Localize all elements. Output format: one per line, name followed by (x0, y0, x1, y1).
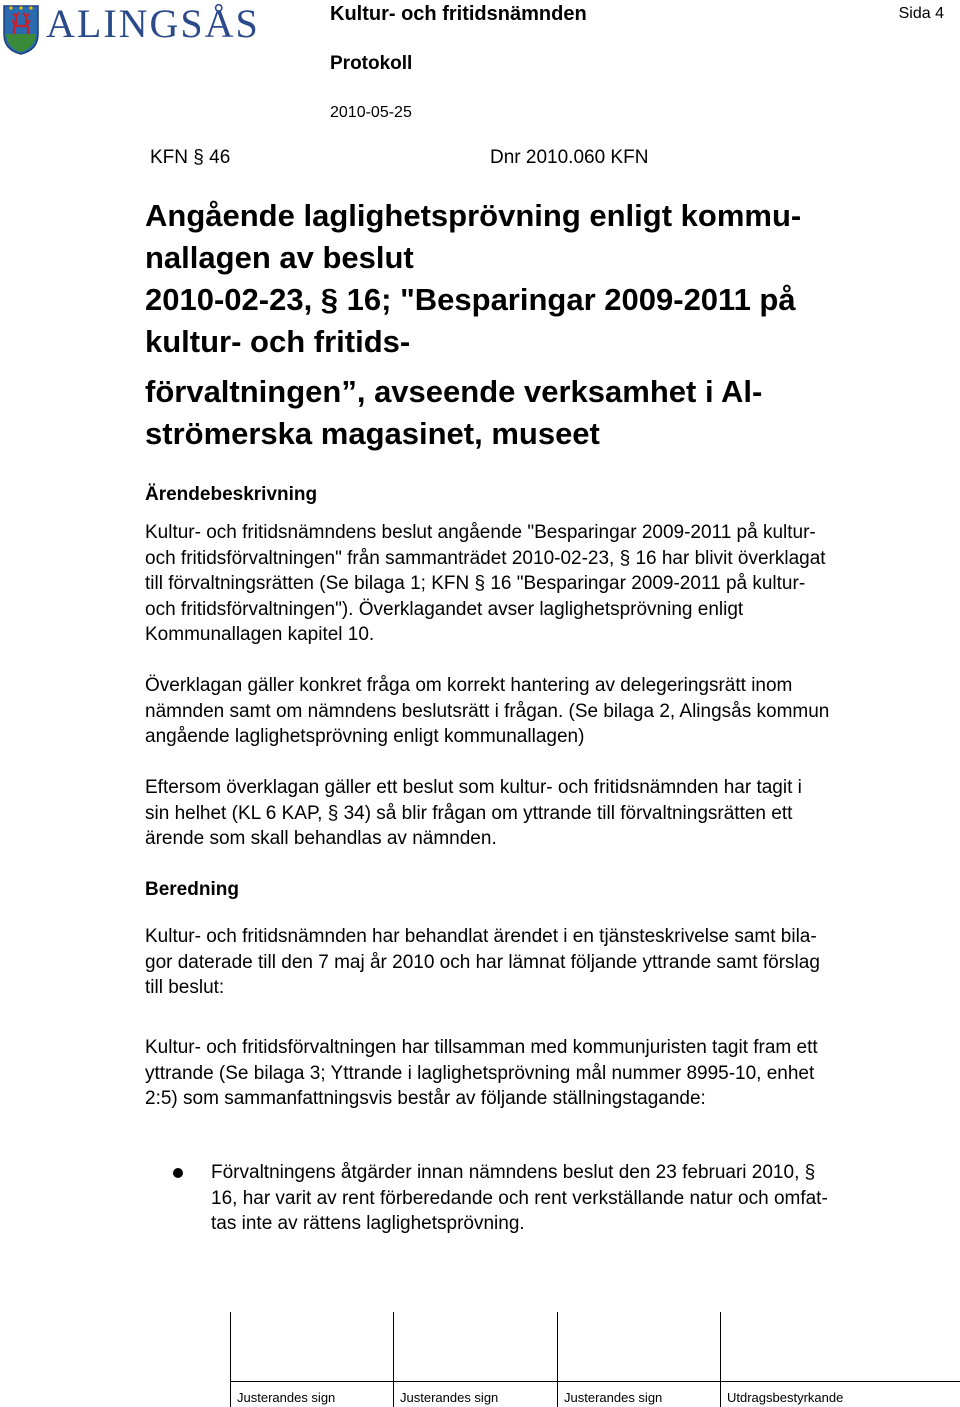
title-line: 2010-02-23, § 16; "Besparingar 2009-2011 på (145, 282, 796, 317)
paragraph (145, 775, 945, 852)
page-title (145, 195, 935, 455)
text-line: till förvaltningsrätten (Se bilaga 1; KFN § 16 "Besparingar 2009-2011 på kultur- (145, 573, 806, 594)
text-line: angående laglighetsprövning enligt kommunallagen) (145, 726, 585, 747)
case-paragraph-number: KFN § 46 (150, 147, 231, 168)
text-line: ärende som skall behandlas av nämnden. (145, 828, 497, 849)
signature-divider (720, 1312, 721, 1407)
title-line: nallagen av beslut (145, 240, 414, 275)
text-line: och fritidsförvaltningen"). Överklagandet avser laglighetsprövning enligt (145, 598, 744, 620)
text-line: till beslut: (145, 977, 225, 998)
text-line: 16, har varit av rent förberedande och rent verkställande natur och omfat- (211, 1187, 828, 1209)
coat-of-arms-icon (2, 4, 40, 56)
text-line: tas inte av rättens laglighetsprövning. (211, 1213, 525, 1234)
title-line: förvaltningen”, avseende verksamhet i Al- (145, 374, 763, 409)
committee-name: Kultur- och fritidsnämnden (330, 3, 587, 25)
text-line: Kommunallagen kapitel 10. (145, 624, 375, 645)
text-line: nämnden samt om nämndens beslutsrätt i frågan. (Se bilaga 2, Alingsås kommun (145, 700, 830, 722)
text-line: Kultur- och fritidsförvaltningen har tillsamman med kommunjuristen tagit fram ett (145, 1037, 818, 1058)
text-line: gor daterade till den 7 maj år 2010 och har lämnat följande yttrande samt förslag (145, 951, 820, 973)
section-heading-case-description: Ärendebeskrivning (145, 484, 318, 505)
text-line: sin helhet (KL 6 KAP, § 34) så blir frågan om yttrande till förvaltningsrätten ett (145, 802, 793, 824)
paragraph (145, 520, 945, 648)
logo-wordmark: ALINGSÅS (46, 1, 260, 46)
text-line: Förvaltningens åtgärder innan nämndens beslut den 23 februari 2010, § (211, 1162, 816, 1183)
section-heading-preparation: Beredning (145, 879, 239, 900)
text-line: Kultur- och fritidsnämndens beslut angående "Besparingar 2009-2011 på kultur- (145, 522, 816, 543)
signature-divider (393, 1312, 394, 1407)
text-line: Kultur- och fritidsnämnden har behandlat ärendet i en tjänsteskrivelse samt bila- (145, 926, 817, 947)
text-line: Överklagan gäller konkret fråga om korrekt hantering av delegeringsrätt inom (145, 675, 793, 696)
bullet-icon (173, 1168, 183, 1178)
signature-divider (230, 1312, 231, 1407)
bullet-item (211, 1160, 941, 1237)
signature-label: Justerandes sign (400, 1390, 499, 1405)
paragraph (145, 1035, 945, 1112)
extract-certification-label: Utdragsbestyrkande (727, 1390, 844, 1405)
signature-divider (557, 1312, 558, 1407)
meeting-date: 2010-05-25 (330, 104, 412, 121)
document-type: Protokoll (330, 53, 413, 74)
paragraph (145, 924, 945, 1001)
title-line: Angående laglighetsprövning enligt kommu- (145, 198, 802, 233)
signature-label: Justerandes sign (237, 1390, 336, 1405)
paragraph (145, 673, 945, 750)
page-number: Sida 4 (898, 5, 944, 22)
case-registration-number: Dnr 2010.060 KFN (490, 147, 649, 168)
municipality-logo (0, 0, 260, 60)
text-line: och fritidsförvaltningen" från sammanträdet 2010-02-23, § 16 har blivit överklagat (145, 547, 826, 569)
text-line: 2:5) som sammanfattningsvis består av följande ställningstagande: (145, 1088, 706, 1109)
title-line: kultur- och fritids- (145, 324, 411, 359)
signature-baseline (230, 1381, 960, 1382)
text-line: Eftersom överklagan gäller ett beslut som kultur- och fritidsnämnden har tagit i (145, 777, 802, 798)
text-line: yttrande (Se bilaga 3; Yttrande i laglighetsprövning mål nummer 8995-10, enhet (145, 1062, 815, 1084)
title-line: strömerska magasinet, museet (145, 416, 600, 451)
signature-label: Justerandes sign (564, 1390, 663, 1405)
